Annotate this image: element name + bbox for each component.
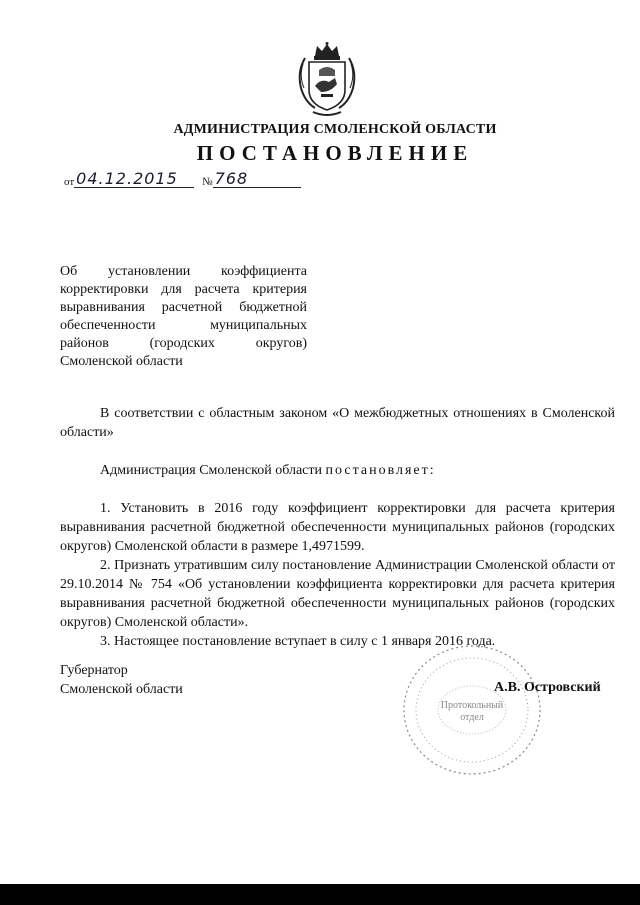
resolution-verb: постановляет: <box>325 463 436 478</box>
number-label: № <box>202 176 213 188</box>
clause-3: 3. Настоящее постановление вступает в силу с 1 января 2016 года. <box>100 634 496 649</box>
signatory-position-line2: Смоленской области <box>60 682 183 697</box>
stamp-line1: Протокольный <box>440 700 504 711</box>
number-value: 768 <box>213 171 301 188</box>
clause-2: 2. Признать утратившим силу постановление Администрации Смоленской области от 29.10.2014 № 754 «Об установлении коэффициента корректировки для расчета критерия выравнивания расчетной бюджетной обеспеченности муниципальных районов (городских округов) Смоленской области». <box>60 558 615 630</box>
signatory-position-line1: Губернатор <box>60 663 128 678</box>
coat-of-arms-icon <box>295 42 359 118</box>
organization-title: АДМИНИСТРАЦИЯ СМОЛЕНСКОЙ ОБЛАСТИ <box>173 122 497 137</box>
clause-1: 1. Установить в 2016 году коэффициент корректировки для расчета критерия выравнивания расчетной бюджетной обеспеченности муниципальных районов (городских округов) Смоленской области в размере 1,4971599. <box>60 501 615 554</box>
signatory-name: А.В. Островский <box>494 680 601 695</box>
scan-edge-bar <box>0 884 640 905</box>
document-type-text: ПОСТАНОВЛЕНИЕ <box>196 141 474 165</box>
resolution-clause <box>60 461 615 480</box>
registration-line <box>64 166 301 188</box>
document-type-title <box>0 141 640 166</box>
signatory-position <box>60 661 183 699</box>
document-subject: Об установлении коэффициента корректировки для расчета критерия выравнивания расчетной бюджетной обеспеченности муниципальных районов (городских округов) Смоленской области <box>60 264 307 369</box>
document-body <box>60 404 615 651</box>
date-label: от <box>64 176 75 188</box>
date-value: 04.12.2015 <box>74 171 194 188</box>
stamp-line2: отдел <box>460 712 484 723</box>
preamble-paragraph: В соответствии с областным законом «О межбюджетных отношениях в Смоленской области» <box>60 406 615 440</box>
resolution-subject: Администрация Смоленской области <box>100 463 323 478</box>
office-stamp <box>398 640 546 780</box>
